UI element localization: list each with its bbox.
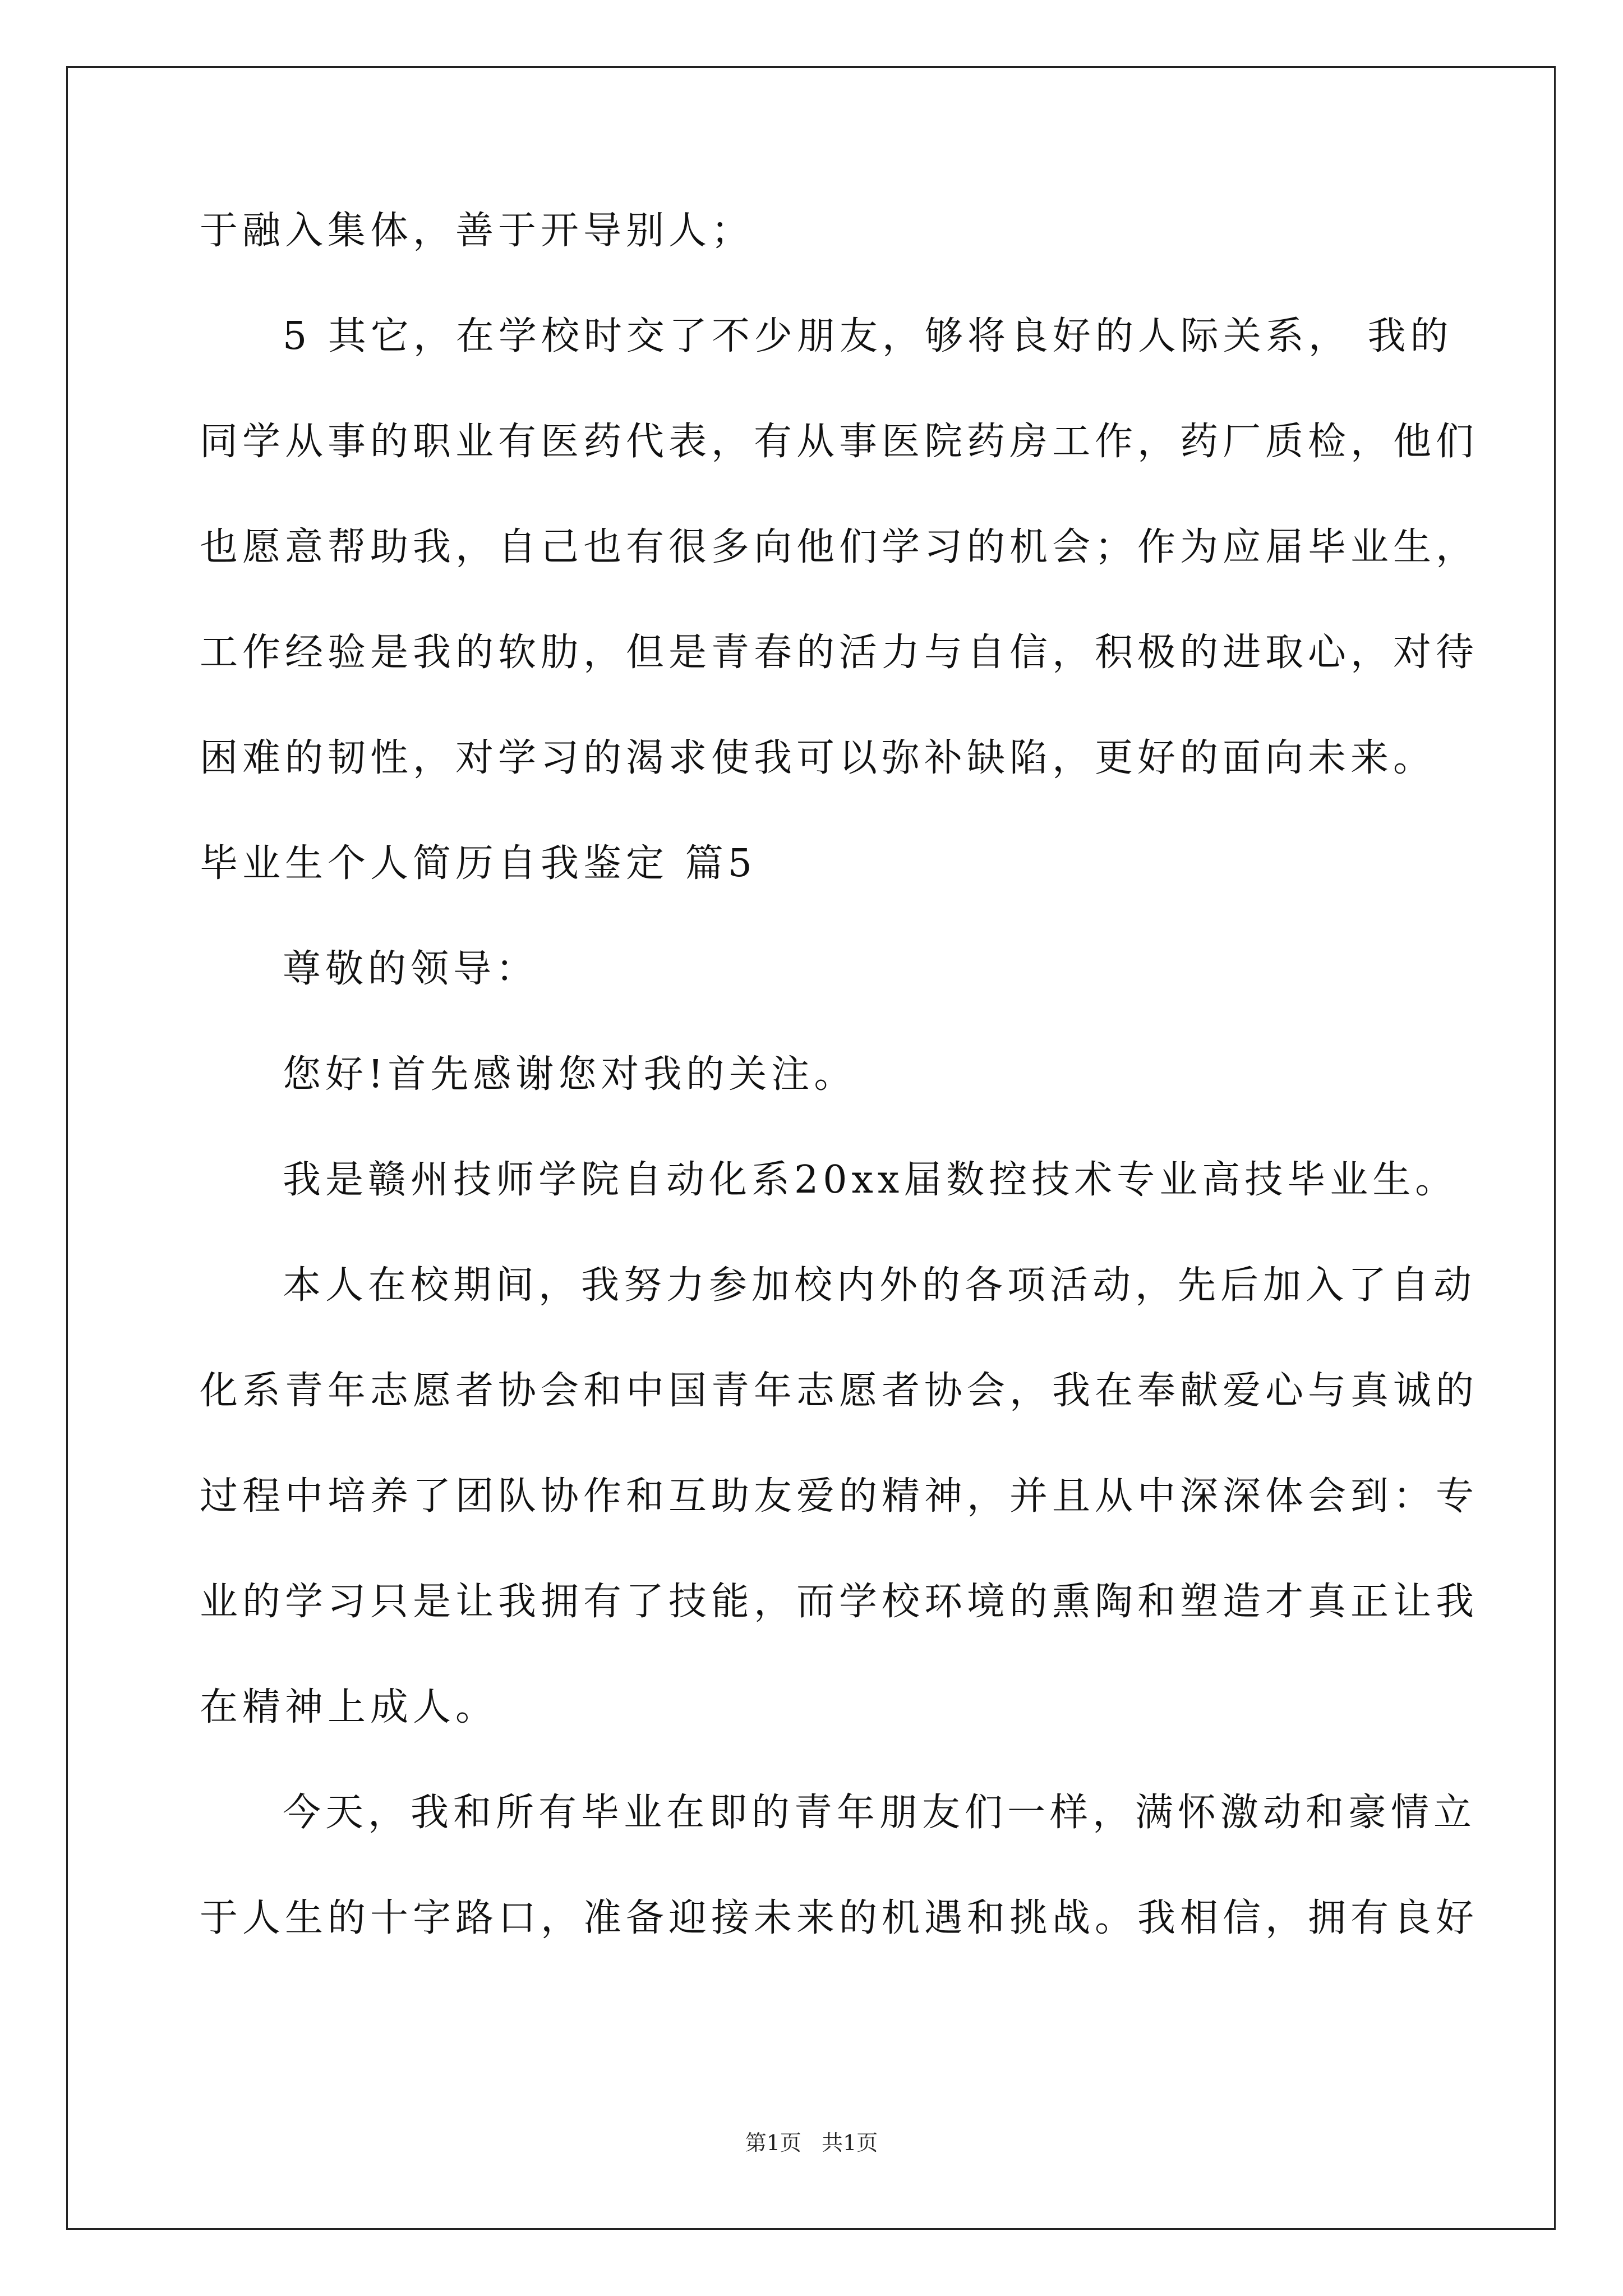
text-line: 过程中培养了团队协作和互助友爱的精神，并且从中深深体会到：专 bbox=[200, 1474, 1479, 1519]
page-footer: 第1页 共1页 bbox=[745, 2131, 878, 2155]
text-line: 业的学习只是让我拥有了技能，而学校环境的熏陶和塑造才真正让我 bbox=[200, 1580, 1479, 1624]
text-line: 工作经验是我的软肋，但是青春的活力与自信，积极的进取心，对待 bbox=[200, 631, 1479, 675]
paragraph-line: 本人在校期间，我努力参加校内外的各项活动，先后加入了自动 bbox=[283, 1263, 1477, 1308]
greeting-line: 您好!首先感谢您对我的关注。 bbox=[283, 1052, 857, 1097]
paragraph-line: 今天，我和所有毕业在即的青年朋友们一样，满怀激动和豪情立 bbox=[283, 1791, 1477, 1835]
text-line: 也愿意帮助我，自己也有很多向他们学习的机会；作为应届毕业生， bbox=[200, 525, 1479, 569]
text-line: 在精神上成人。 bbox=[200, 1685, 499, 1729]
paragraph-line: 我是赣州技师学院自动化系20xx届数控技术专业高技毕业生。 bbox=[283, 1158, 1458, 1202]
salutation: 尊敬的领导： bbox=[283, 947, 539, 991]
paragraph-line: 5 其它，在学校时交了不少朋友，够将良好的人际关系， 我的 bbox=[283, 314, 1453, 358]
text-line: 于人生的十字路口，准备迎接未来的机遇和挑战。我相信，拥有良好 bbox=[200, 1896, 1479, 1940]
text-line: 困难的韧性，对学习的渴求使我可以弥补缺陷，更好的面向未来。 bbox=[200, 736, 1436, 780]
section-heading: 毕业生个人简历自我鉴定 篇5 bbox=[200, 841, 757, 886]
text-line: 化系青年志愿者协会和中国青年志愿者协会，我在奉献爱心与真诚的 bbox=[200, 1369, 1479, 1413]
text-line: 同学从事的职业有医药代表，有从事医院药房工作，药厂质检，他们 bbox=[200, 420, 1479, 464]
text-line: 于融入集体，善于开导别人； bbox=[200, 209, 754, 253]
